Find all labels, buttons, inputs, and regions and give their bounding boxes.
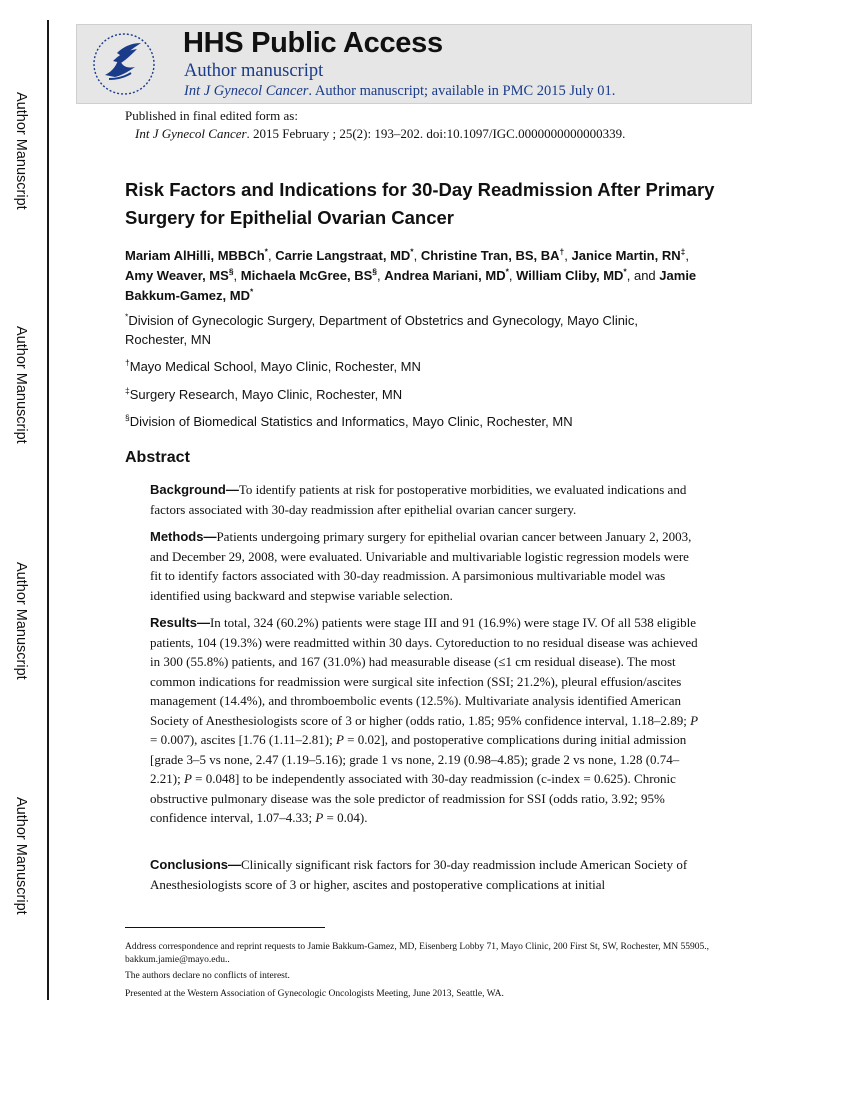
affiliation-3: ‡Surgery Research, Mayo Clinic, Rochester, MN [125, 385, 403, 402]
article-title: Risk Factors and Indications for 30-Day Readmission After Primary Surgery for Epithelial Ovarian Cancer [125, 179, 715, 228]
abstract-heading: Abstract [125, 449, 190, 466]
footnote-correspondence: Address correspondence and reprint requests to Jamie Bakkum-Gamez, MD, Eisenberg Lobby 71, Mayo Clinic, 200 First St, SW, Rochester, MN 55905., bakkum.jamie@mayo.edu.. [125, 942, 710, 965]
hhs-title: HHS Public Access [183, 27, 443, 59]
hhs-header [76, 24, 752, 104]
affiliation-2: †Mayo Medical School, Mayo Clinic, Rochester, MN [125, 357, 421, 374]
margin-rule [47, 20, 49, 1000]
footnote-rule [125, 927, 325, 928]
published-label: Published in final edited form as: [125, 108, 298, 123]
abstract-background: Background—To identify patients at risk for postoperative morbidities, we evaluated indications and factors associated with 30-day readmission after epithelial ovarian cancer surgery. [150, 482, 687, 517]
affiliation-4: §Division of Biomedical Statistics and Informatics, Mayo Clinic, Rochester, MN [125, 412, 573, 429]
availability-note: Int J Gynecol Cancer. Author manuscript; available in PMC 2015 July 01. [184, 83, 616, 99]
author-list: Mariam AlHilli, MBBCh*, Carrie Langstraat, MD*, Christine Tran, BS, BA†, Janice Martin, RN‡, Amy Weaver, MS§, Michaela McGree, BS§, Andrea Mariani, MD*, William Cliby, MD*, and Jamie Bakkum-Gamez, MD* [125, 246, 697, 303]
affiliation-1: *Division of Gynecologic Surgery, Department of Obstetrics and Gynecology, Mayo Clinic, Rochester, MN [125, 311, 638, 347]
footnote-conflicts: The authors declare no conflicts of interest. [125, 971, 290, 981]
hhs-eagle-logo-icon [91, 31, 157, 97]
abstract-conclusions: Conclusions—Clinically significant risk factors for 30-day readmission include American Society of Anesthesiologists score of 3 or higher, ascites and postoperative complications at initial [150, 857, 688, 892]
abstract-methods: Methods—Patients undergoing primary surgery for epithelial ovarian cancer between January 2, 2003, and December 29, 2008, were evaluated. Univariable and multivariable logistic regression models were fit to identify factors associated with 30-day readmission. A parsimonious multivariable model was identified using backward and stepwise variable selection. [150, 529, 692, 603]
author-manuscript-label: Author manuscript [184, 61, 324, 81]
citation[interactable]: Int J Gynecol Cancer. 2015 February ; 25(2): 193–202. doi:10.1097/IGC.0000000000000339. [135, 126, 626, 141]
footnote-presented: Presented at the Western Association of Gynecologic Oncologists Meeting, June 2013, Seattle, WA. [125, 989, 504, 999]
abstract-results: Results—In total, 324 (60.2%) patients were stage III and 91 (16.9%) were stage IV. Of all 538 eligible patients, 104 (19.3%) were readmitted within 30 days. Cytoreduction to no residual disease was achieved in 300 (55.8%) patients, and 167 (31.0%) had measurable disease (≤1 cm residual disease). The most common indications for readmission were surgical site infection (SSI; 21.2%), pleural effusion/ascites management (14.4%), and thromboembolic events (12.5%). Multivariate analysis identified American Society of Anesthesiologists score of 3 or higher (odds ratio, 1.85; 95% confidence interval, 1.18–2.89; P = 0.007), ascites [1.76 (1.11–2.81); P = 0.02], and postoperative complications during initial admission [grade 3–5 vs none, 2.47 (1.19–5.16); grade 1 vs none, 2.19 (0.98–4.85); grade 2 vs none, 1.28 (0.74–2.21); P = 0.048] to be independently associated with 30-day readmission (c-index = 0.625). Chronic obstructive pulmonary disease was the sole predictor of readmission for SSI (odds ratio, 3.92; 95% confidence interval, 1.07–4.33; P = 0.04). [150, 615, 699, 825]
